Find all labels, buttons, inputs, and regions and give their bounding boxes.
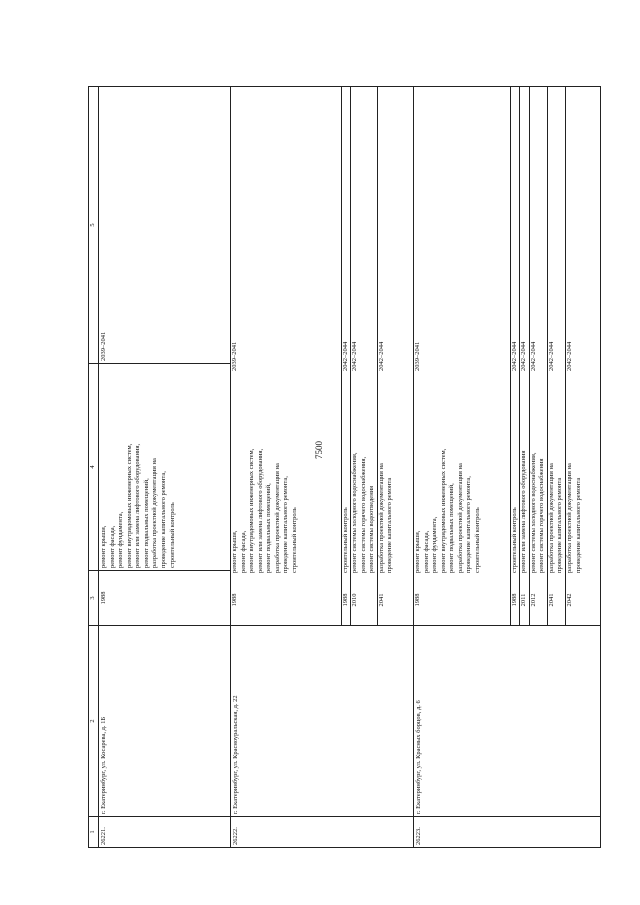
row-subtable-cell: [231, 87, 414, 626]
row-year: 1988: [341, 575, 351, 625]
row-period: 2042–2044: [377, 87, 395, 373]
work-item: разработка проектной документации на: [151, 458, 159, 568]
work-item: ремонт фундамента,: [431, 516, 439, 573]
row-works: [547, 373, 565, 575]
row-year: 1988: [510, 575, 520, 625]
row-works: [520, 373, 530, 575]
row-subtable: [414, 87, 583, 625]
work-item: ремонт крыши,: [100, 525, 107, 568]
header-col-3: 3: [89, 571, 99, 626]
row-address: г. Екатеринбург, ул. Косарева, д. 1Б: [99, 626, 231, 817]
work-item: строительный контроль: [341, 507, 349, 573]
row-year: 2011: [520, 575, 530, 625]
row-period: 2039–2041: [99, 87, 231, 364]
work-item: ремонт фасада,: [422, 530, 430, 573]
work-item: разработка проектной документации на: [273, 463, 281, 573]
work-item: ремонт или замена лифтового оборудования,: [256, 448, 264, 573]
row-number: 26223.: [414, 817, 601, 848]
row-works: [377, 373, 395, 575]
work-item: проведение капитального ремонта: [556, 477, 564, 573]
rotated-page-content: [88, 86, 601, 848]
repair-schedule-table: [88, 86, 601, 848]
row-period: 2039–2041: [231, 341, 238, 371]
work-item: ремонт внутридомовых инженерных систем,: [439, 448, 447, 573]
row-year: 2010: [351, 575, 378, 625]
work-item: ремонт системы горячего водоснабжения: [538, 458, 546, 573]
work-item: ремонт крыши,: [414, 530, 421, 573]
work-item: проведение капитального ремонта,: [465, 476, 473, 573]
row-year: 2041: [377, 575, 395, 625]
row-year: 1988: [231, 593, 238, 607]
table-row: [99, 87, 231, 848]
row-period: 2042–2044: [520, 87, 530, 373]
row-year: 2012: [529, 575, 547, 625]
work-item: разработка проектной документации на: [456, 463, 464, 573]
work-item: ремонт или замена лифтового оборудования: [520, 450, 528, 573]
work-item: ремонт системы горячего водоснабжения,: [359, 456, 367, 573]
row-year: 1988: [414, 593, 421, 607]
row-works: [529, 373, 547, 575]
row-works: [99, 364, 231, 571]
row-works: [341, 373, 351, 575]
work-item: ремонт крыши,: [231, 530, 238, 573]
row-works: [565, 373, 583, 575]
row-period: 2042–2044: [547, 87, 565, 373]
work-item: ремонт фундамента,: [117, 511, 125, 568]
row-year: 2042: [565, 575, 583, 625]
header-col-2: 2: [89, 626, 99, 817]
work-item: разработка проектной документации на: [377, 463, 385, 573]
work-item: ремонт фасада,: [108, 525, 116, 568]
row-period: 2039–2041: [414, 341, 421, 371]
row-period: 2042–2044: [565, 87, 583, 373]
work-item: ремонт внутридомовых инженерных систем,: [248, 448, 256, 573]
work-item: ремонт системы холодного водоснабжения,: [351, 452, 359, 573]
row-works: [414, 373, 510, 575]
row-period: 2042–2044: [510, 87, 520, 373]
work-item: ремонт системы холодного водоснабжения,: [529, 452, 537, 573]
work-item: строительный контроль: [168, 502, 176, 568]
row-period: 2042–2044: [529, 87, 547, 373]
work-item: ремонт системы водоотведения: [368, 485, 376, 573]
table-row: [231, 87, 414, 848]
work-item: ремонт или замена лифтового оборудования,: [134, 443, 142, 568]
table-header-row: [89, 87, 99, 848]
row-works: [510, 373, 520, 575]
work-item: строительный контроль: [291, 507, 299, 573]
row-number: 26221.: [99, 817, 231, 848]
row-address: г. Екатеринбург, ул. Красных борцов, д. 6: [414, 626, 601, 817]
work-item: разработка проектной документации на: [565, 463, 573, 573]
work-item: проведение капитального ремонта: [386, 477, 394, 573]
row-year: 1988: [99, 571, 231, 626]
header-col-4: 4: [89, 364, 99, 571]
row-works: [231, 373, 341, 575]
work-item: проведение капитального ремонта: [574, 477, 582, 573]
row-address: г. Екатеринбург, ул. Красноуральская, д. 22: [231, 626, 414, 817]
row-period: 2042–2044: [351, 87, 378, 373]
work-item: ремонт фасада,: [239, 530, 247, 573]
work-item: ремонт подвальных помещений,: [448, 483, 456, 573]
work-item: разработка проектной документации на: [547, 463, 555, 573]
header-col-5: 5: [89, 87, 99, 364]
work-item: строительный контроль: [474, 507, 482, 573]
table-row: [414, 87, 601, 848]
row-number: 26222.: [231, 817, 414, 848]
work-item: ремонт внутридомовых инженерных систем,: [125, 443, 133, 568]
row-period: 2042–2044: [341, 87, 351, 373]
row-subtable: [231, 87, 395, 625]
work-item: проведение капитального ремонта,: [282, 476, 290, 573]
work-item: строительный контроль: [510, 507, 518, 573]
row-year: 2041: [547, 575, 565, 625]
work-item: проведение капитального ремонта,: [160, 471, 168, 568]
header-col-1: 1: [89, 817, 99, 848]
row-subtable-cell: [414, 87, 601, 626]
page-number: 7500: [314, 441, 324, 459]
row-works: [351, 373, 378, 575]
work-item: ремонт подвальных помещений,: [142, 478, 150, 568]
work-item: ремонт подвальных помещений,: [265, 483, 273, 573]
